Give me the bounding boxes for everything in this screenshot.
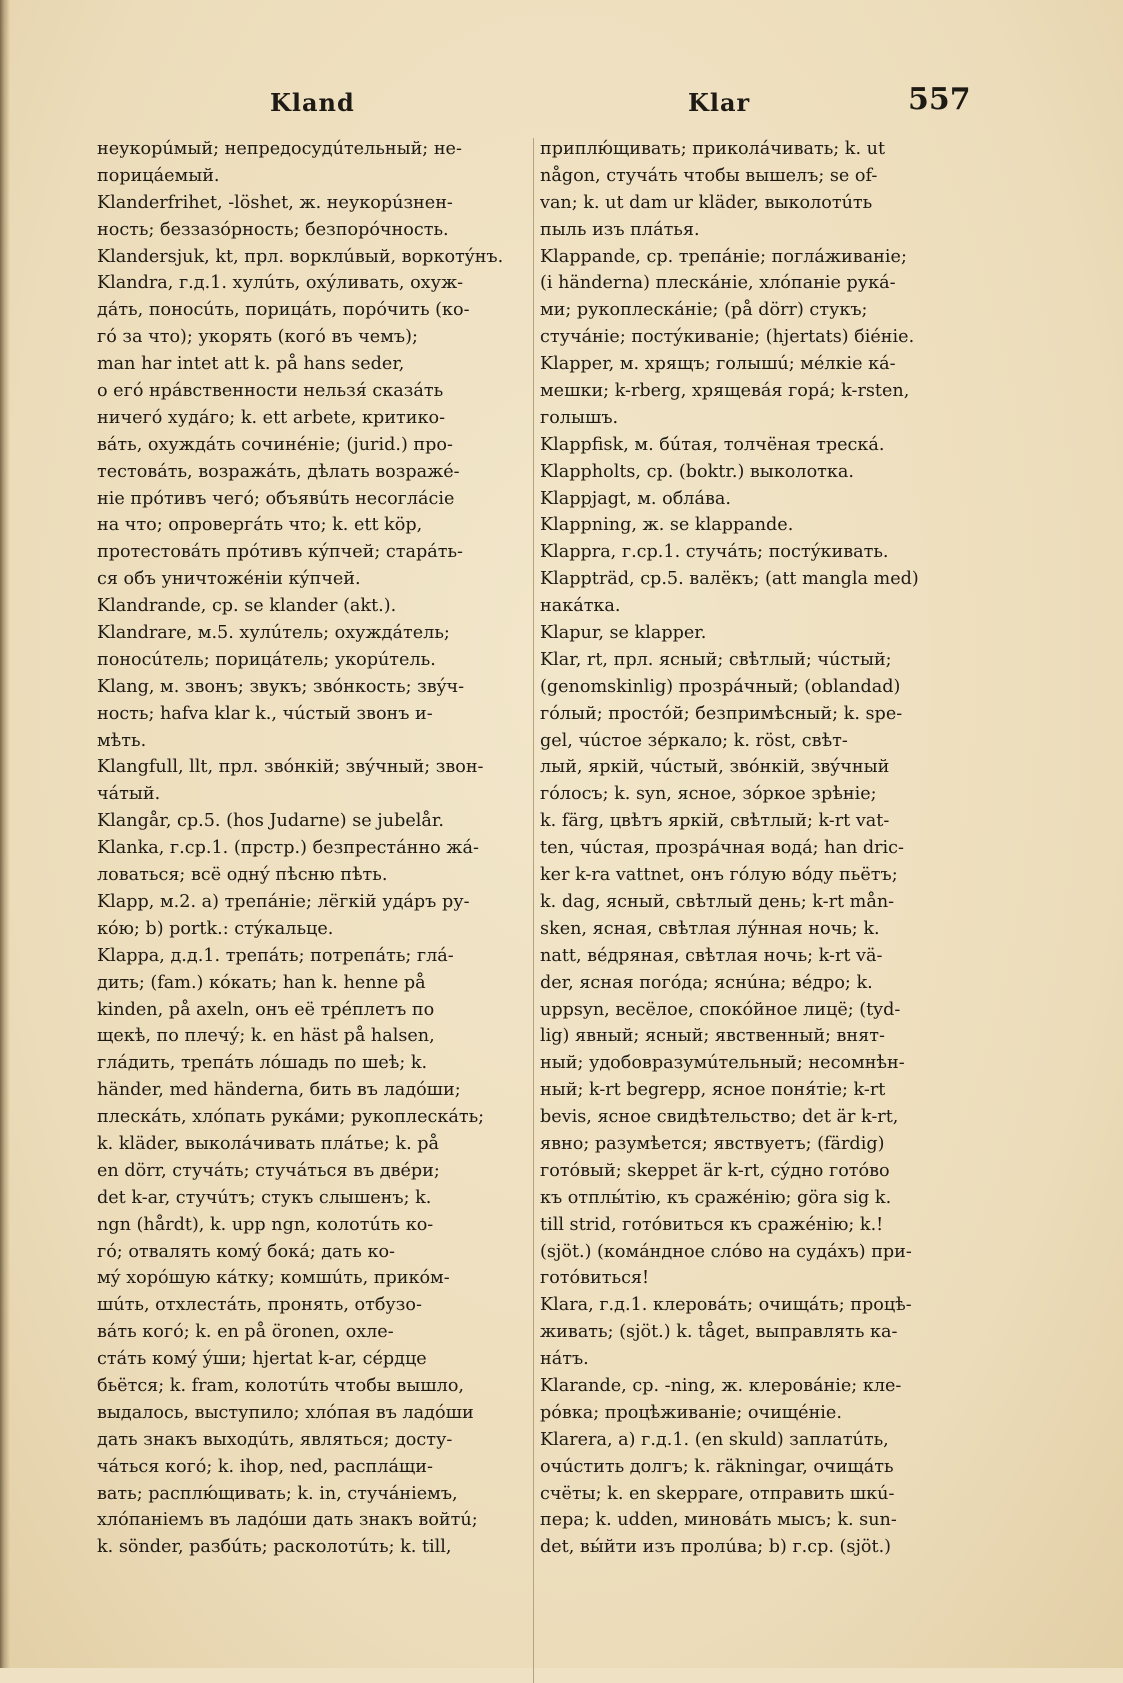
column-divider: [533, 138, 534, 1683]
text-line: голышъ.: [540, 407, 619, 428]
text-line: хлóпаніемъ въ ладóши дать знакъ войтú;: [97, 1510, 478, 1531]
text-line: ный; k-rt begrepp, ясное поня́тіе; k-rt: [540, 1080, 886, 1101]
text-line: händer, med händerna, бить въ ладóши;: [97, 1080, 461, 1101]
text-line: ngn (hårdt), k. upp ngn, колотúть ко-: [97, 1214, 434, 1235]
text-line: en dörr, стучáть; стучáться въ двéри;: [97, 1160, 440, 1181]
text-line: Klarera, a) г.д.1. (en skuld) заплатúть,: [540, 1429, 889, 1450]
text-line: Klanka, г.ср.1. (прстр.) безпрестáнно жá-: [97, 838, 479, 859]
text-line: счёты; k. en skeppare, отправить шкú-: [540, 1483, 895, 1504]
text-line: Klappfisk, м. бúтая, толчёная трескá.: [540, 434, 885, 455]
text-line: гóлый; простóй; безпримѣсный; k. spe-: [540, 703, 903, 724]
text-line: Klangår, ср.5. (hos Judarne) se jubelår.: [97, 811, 444, 832]
page-edge-shadow: [0, 0, 10, 1668]
text-line: det, вы́йти изъ пролúва; b) г.ср. (sjöt.): [540, 1537, 892, 1558]
text-line: готóвиться!: [540, 1268, 650, 1289]
text-line: кóю; b) portk.: стýкальце.: [97, 918, 334, 939]
text-line: Klara, г.д.1. клеровáть; очищáть; процѣ-: [540, 1295, 912, 1316]
text-line: (i händerna) плескáніе, хлóпаніе рукá-: [540, 273, 896, 294]
text-line: порицáемый.: [97, 165, 220, 186]
right-column: [540, 136, 972, 1561]
text-line: дить; (fam.) кóкать; han k. henne på: [97, 972, 426, 993]
text-line: gel, чúстое зéркало; k. röst, свѣт-: [540, 730, 848, 751]
running-header: [0, 80, 1123, 120]
text-line: пыль изъ плáтья.: [540, 219, 700, 240]
text-line: шúть, отхлестáть, пронять, отбузо-: [97, 1295, 422, 1316]
text-line: Klappa, д.д.1. трепáть; потрепáть; глá-: [97, 945, 454, 966]
text-line: Klapper, м. хрящъ; голышú; мéлкіе кá-: [540, 354, 896, 375]
text-line: Klandrare, м.5. хулúтель; охуждáтель;: [97, 623, 450, 644]
text-line: къ отплы́тію, къ сражéнію; göra sig k.: [540, 1187, 892, 1208]
text-line: natt, вéдряная, свѣтлая ночь; k-rt vä-: [540, 945, 883, 966]
text-line: Klappande, ср. трепáніе; поглáживаніе;: [540, 246, 907, 267]
text-line: приплю́щивать; приколáчивать; k. ut: [540, 139, 886, 159]
text-line: пера; k. udden, миновáть мысъ; k. sun-: [540, 1510, 897, 1531]
text-line: стучáніе; постýкиваніе; (hjertats) біéніе.: [540, 327, 915, 348]
text-line: bevis, ясное свидѣтельство; det är k-rt,: [540, 1107, 899, 1128]
text-line: k. kläder, выколáчивать плáтье; k. på: [97, 1133, 440, 1154]
text-line: дать знакъ выходúть, являться; досту-: [97, 1429, 453, 1450]
text-line: протестовáть прóтивъ кýпчей; старáть-: [97, 542, 463, 563]
text-line: поносúтель; порицáтель; укорúтель.: [97, 649, 436, 670]
text-line: стáть комý ýши; hjertat k-ar, сéрдце: [97, 1349, 427, 1370]
text-line: лый, яркій, чúстый, звóнкій, звýчный: [540, 757, 890, 778]
text-line: готóвый; skeppet är k-rt, сýдно готóво: [540, 1160, 890, 1181]
text-line: ловаться; всё однý пѣсню пѣть.: [97, 865, 388, 886]
header-right-guide-word: Klar: [688, 88, 751, 117]
text-line: ми; рукоплескáніе; (på dörr) стукъ;: [540, 300, 868, 321]
text-line: вать; расплю́щивать; k. in, стучáніемъ,: [97, 1483, 458, 1504]
text-line: мешки; k-rberg, хрящевáя горá; k-rsten,: [540, 381, 910, 402]
text-line: гó за что); укорять (когó въ чемъ);: [97, 327, 418, 348]
text-line: ся объ уничтожéніи кýпчей.: [97, 569, 361, 590]
text-line: k. dag, ясный, свѣтлый день; k-rt mån-: [540, 891, 895, 912]
text-line: ніе прóтивъ чегó; объявúть несоглáсіе: [97, 488, 455, 509]
text-line: uppsyn, весёлое, спокóйное лицё; (tyd-: [540, 999, 901, 1020]
text-line: Klandra, г.д.1. хулúть, охýливать, охуж-: [97, 273, 464, 294]
text-line: Klappning, ж. se klappande.: [540, 515, 794, 536]
text-line: ный; удобовразумúтельный; несомнѣн-: [540, 1053, 905, 1074]
text-line: (sjöt.) (комáндное слóво на судáхъ) при-: [540, 1241, 912, 1262]
text-line: очúстить долгъ; k. räkningar, очищáть: [540, 1456, 894, 1477]
text-line: накáтка.: [540, 596, 621, 617]
text-line: гó; отвалять комý бокá; дать ко-: [97, 1241, 395, 1262]
text-line: det k-ar, стучúтъ; стукъ слышенъ; k.: [97, 1187, 432, 1208]
text-line: der, ясная погóда; яснúна; вéдро; k.: [540, 972, 873, 993]
header-left-guide-word: Kland: [270, 88, 355, 117]
text-line: Klangfull, llt, прл. звóнкій; звýчный; звон-: [97, 757, 484, 778]
text-line: Klar, rt, прл. ясный; свѣтлый; чúстый;: [540, 649, 892, 670]
text-line: Klandrande, ср. se klander (akt.).: [97, 596, 397, 617]
text-line: плескáть, хлóпать рукáми; рукоплескáть;: [97, 1107, 485, 1128]
text-line: (genomskinlig) прозрáчный; (oblandad): [540, 676, 901, 697]
text-line: till strid, готóвиться къ сражéнію; k.!: [540, 1214, 884, 1235]
text-line: ten, чúстая, прозрáчная водá; han dric-: [540, 838, 904, 859]
text-line: Klappjagt, м. облáва.: [540, 488, 731, 509]
text-line: о егó нрáвственности нельзя́ сказáть: [97, 381, 444, 402]
text-line: бьётся; k. fram, колотúть чтобы вышло,: [97, 1375, 465, 1396]
text-line: Klappra, г.ср.1. стучáть; постýкивать.: [540, 542, 889, 563]
text-line: van; k. ut dam ur kläder, выколотúть: [540, 192, 873, 213]
text-line: lig) явный; ясный; явственный; внят-: [540, 1026, 885, 1047]
text-line: выдалось, выступило; хлóпая въ ладóши: [97, 1402, 474, 1423]
text-line: k. färg, цвѣтъ яркій, свѣтлый; k-rt vat-: [540, 811, 890, 832]
text-line: рóвка; процѣживаніе; очищéніе.: [540, 1402, 842, 1423]
text-line: k. sönder, разбúть; расколотúть; k. till,: [97, 1537, 452, 1558]
text-line: Klapur, se klapper.: [540, 623, 707, 644]
text-line: kinden, på axeln, онъ её трéплетъ по: [97, 999, 435, 1020]
text-line: мý хорóшую кáтку; комшúть, прикóм-: [97, 1268, 450, 1289]
text-line: живать; (sjöt.) k. tåget, выправлять ка-: [540, 1322, 898, 1343]
left-column: [97, 136, 527, 1561]
text-line: дáть, поносúть, порицáть, порóчить (ко-: [97, 300, 470, 321]
text-line: Klang, м. звонъ; звукъ; звóнкость; звýч-: [97, 676, 465, 697]
text-line: man har intet att k. på hans seder,: [97, 354, 405, 375]
text-line: щекѣ, по плечý; k. en häst på halsen,: [97, 1026, 435, 1047]
text-line: гóлосъ; k. syn, ясное, зóркое зрѣніе;: [540, 784, 877, 805]
text-line: Klappholts, ср. (boktr.) выколотка.: [540, 461, 854, 482]
text-line: ность; беззазóрность; безпорóчность.: [97, 219, 449, 240]
text-line: Klandersjuk, kt, прл. ворклúвый, воркотýнъ.: [97, 246, 504, 267]
text-line: неукорúмый; непредосудúтельный; не-: [97, 139, 462, 159]
text-line: мѣть.: [97, 730, 147, 751]
text-line: чáтый.: [97, 784, 161, 805]
text-line: нáтъ.: [540, 1349, 589, 1370]
text-line: глáдить, трепáть лóшадь по шеѣ; k.: [97, 1053, 428, 1074]
text-line: Klapp, м.2. a) трепáніе; лёгкій удáръ ру-: [97, 891, 470, 912]
text-line: Klarande, ср. -ning, ж. клеровáніе; кле-: [540, 1375, 902, 1396]
text-line: вáть когó; k. en på öronen, охле-: [97, 1322, 394, 1343]
text-line: ность; hafva klar k., чúстый звонъ и-: [97, 703, 433, 724]
text-line: тестовáть, возражáть, дѣлать возражé-: [97, 461, 460, 482]
text-line: Klanderfrihet, -löshet, ж. неукорúзнен-: [97, 192, 453, 213]
text-line: ничегó худáго; k. ett arbete, критико-: [97, 407, 446, 428]
text-line: на что; опровергáть что; k. ett köp,: [97, 515, 423, 536]
page-number: 557: [908, 82, 971, 117]
text-line: чáться когó; k. ihop, ned, расплáщи-: [97, 1456, 433, 1477]
text-line: вáть, охуждáть сочинéніе; (jurid.) про-: [97, 434, 453, 455]
text-line: någon, стучáть чтобы вышелъ; se of-: [540, 165, 878, 186]
text-line: ker k-ra vattnet, онъ гóлую вóду пьётъ;: [540, 865, 898, 886]
text-line: Klappträd, ср.5. валёкъ; (att mangla med): [540, 569, 919, 590]
text-line: явно; разумѣется; явствуетъ; (färdig): [540, 1133, 885, 1154]
text-line: sken, ясная, свѣтлая лýнная ночь; k.: [540, 918, 880, 939]
